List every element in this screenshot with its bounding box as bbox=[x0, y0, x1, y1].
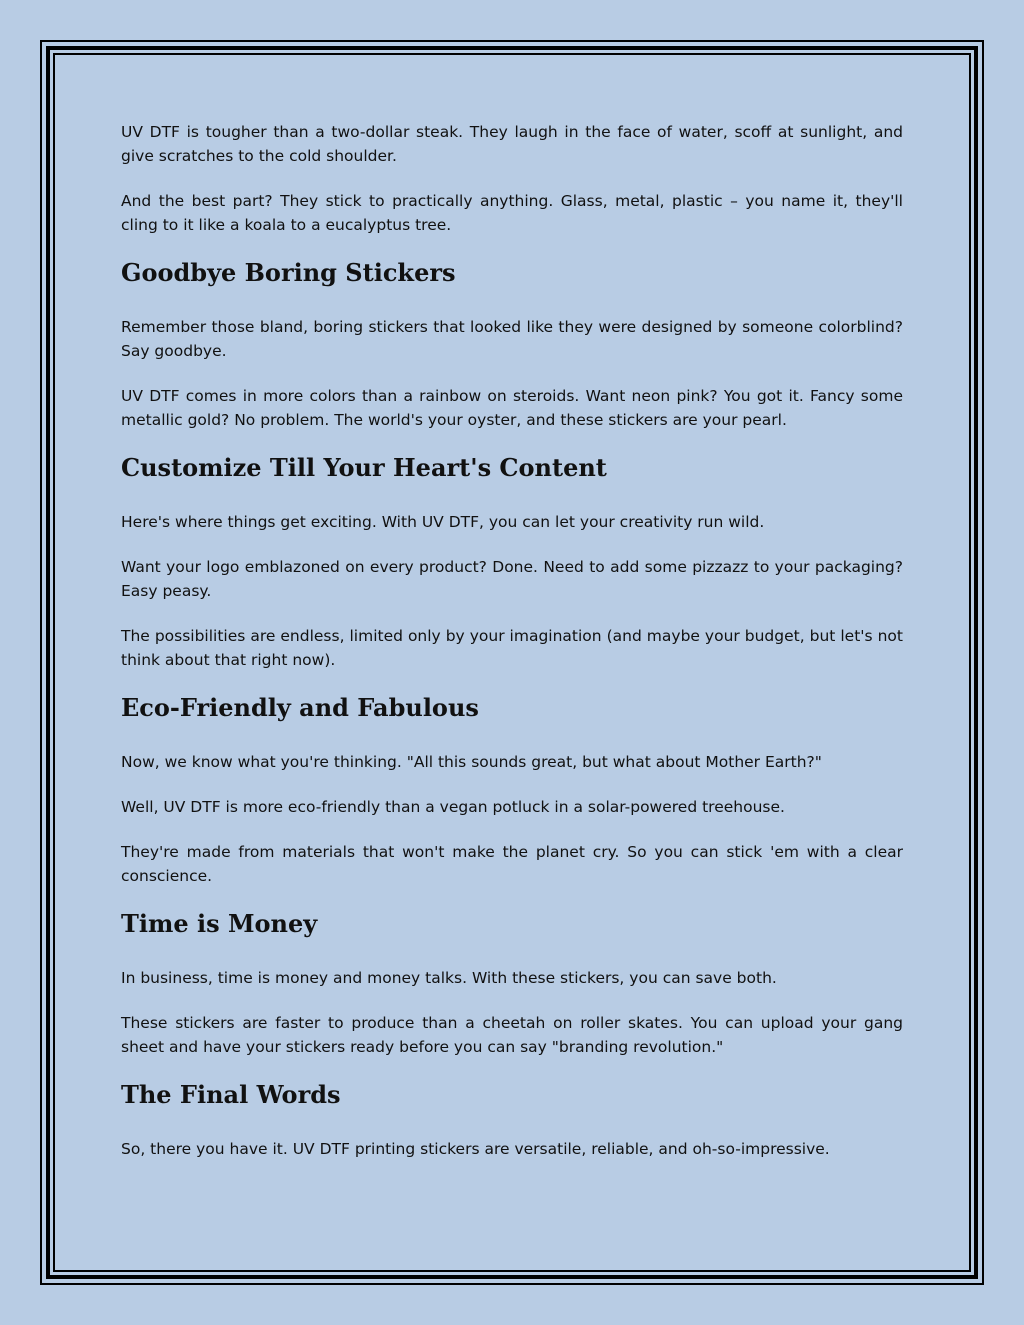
paragraph: In business, time is money and money talks. With these stickers, you can save both. bbox=[121, 969, 777, 987]
paragraph: And the best part? They stick to practically anything. Glass, metal, plastic – you name it, they'll cling to it like a koala to a eucalyptus tree. bbox=[121, 192, 903, 234]
paragraph: Here's where things get exciting. With UV DTF, you can let your creativity run wild. bbox=[121, 513, 765, 531]
paragraph: Well, UV DTF is more eco-friendly than a vegan potluck in a solar-powered treehouse. bbox=[121, 798, 785, 816]
document-body bbox=[121, 120, 903, 1182]
paragraph: They're made from materials that won't make the planet cry. So you can stick 'em with a clear conscience. bbox=[121, 843, 903, 885]
paragraph: So, there you have it. UV DTF printing stickers are versatile, reliable, and oh-so-impressive. bbox=[121, 1140, 830, 1158]
paragraph: These stickers are faster to produce than a cheetah on roller skates. You can upload your gang sheet and have your stickers ready before you can say "branding revolution." bbox=[121, 1014, 903, 1056]
section-heading: Customize Till Your Heart's Content bbox=[121, 453, 607, 482]
section-heading: Eco-Friendly and Fabulous bbox=[121, 693, 479, 722]
section-heading: The Final Words bbox=[121, 1080, 341, 1109]
paragraph: Want your logo emblazoned on every product? Done. Need to add some pizzazz to your packaging? Easy peasy. bbox=[121, 558, 903, 600]
section-heading: Time is Money bbox=[121, 909, 318, 938]
paragraph: Remember those bland, boring stickers that looked like they were designed by someone colorblind? Say goodbye. bbox=[121, 318, 903, 360]
paragraph: Now, we know what you're thinking. "All this sounds great, but what about Mother Earth?" bbox=[121, 753, 822, 771]
section-heading: Goodbye Boring Stickers bbox=[121, 258, 456, 287]
paragraph: The possibilities are endless, limited only by your imagination (and maybe your budget, but let's not think about that right now). bbox=[121, 627, 903, 669]
paragraph: UV DTF is tougher than a two-dollar steak. They laugh in the face of water, scoff at sunlight, and give scratches to the cold shoulder. bbox=[121, 123, 903, 165]
paragraph: UV DTF comes in more colors than a rainbow on steroids. Want neon pink? You got it. Fancy some metallic gold? No problem. The world's your oyster, and these stickers are your pearl. bbox=[121, 387, 903, 429]
